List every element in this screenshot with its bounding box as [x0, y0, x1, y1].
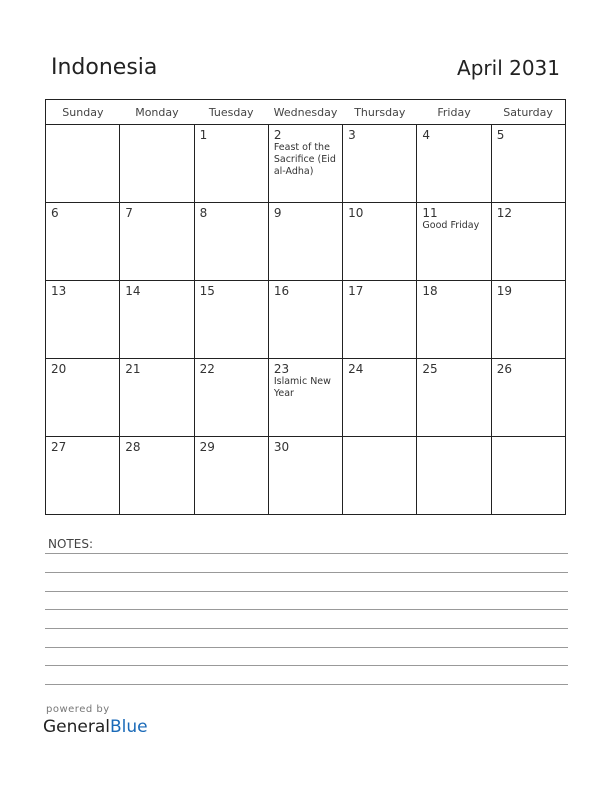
note-line: [45, 665, 568, 666]
note-line: [45, 609, 568, 610]
month-year-title: April 2031: [457, 56, 560, 80]
day-number: 9: [273, 206, 282, 220]
day-number: 21: [125, 362, 141, 376]
day-number: 26: [496, 362, 512, 376]
day-number: 15: [199, 284, 215, 298]
note-line: [45, 628, 568, 629]
day-cell: [46, 203, 120, 281]
weekday-saturday: Saturday: [491, 100, 565, 125]
day-cell: [268, 281, 342, 359]
day-cell: [194, 359, 268, 437]
day-number: 4: [422, 128, 431, 142]
day-number: 10: [348, 206, 364, 220]
week-row: [46, 359, 566, 437]
day-cell: [46, 125, 120, 203]
day-cell: [268, 437, 342, 515]
day-cell: [120, 281, 194, 359]
day-cell: [343, 203, 417, 281]
day-number: 2: [273, 128, 282, 142]
day-cell: [194, 281, 268, 359]
day-number: 27: [51, 440, 67, 454]
day-number: 12: [496, 206, 512, 220]
day-number: 1: [199, 128, 208, 142]
day-number: 19: [496, 284, 512, 298]
holiday-event: Feast of the Sacrifice (Eid al-Adha): [273, 142, 336, 177]
day-cell: [343, 281, 417, 359]
day-number: 24: [348, 362, 364, 376]
day-number: 28: [125, 440, 141, 454]
weekday-wednesday: Wednesday: [268, 100, 342, 125]
day-number: 14: [125, 284, 141, 298]
day-cell: [120, 437, 194, 515]
day-cell: [417, 437, 491, 515]
day-number: 11: [422, 206, 438, 220]
day-number: 5: [496, 128, 505, 142]
note-line: [45, 647, 568, 648]
note-line: [45, 553, 568, 554]
day-number: 3: [348, 128, 356, 142]
day-number: 6: [51, 206, 59, 220]
brand-blue: Blue: [110, 717, 148, 737]
day-cell: [417, 203, 491, 281]
day-cell: [417, 281, 491, 359]
day-cell: [343, 437, 417, 515]
holiday-event: Good Friday: [422, 220, 480, 231]
calendar-grid: [45, 99, 566, 515]
day-cell: [417, 125, 491, 203]
weekday-monday: Monday: [120, 100, 194, 125]
day-cell: [120, 359, 194, 437]
weekday-header-row: [46, 100, 566, 125]
note-line: [45, 591, 568, 592]
week-row: [46, 203, 566, 281]
day-number: 22: [199, 362, 215, 376]
day-cell: [343, 359, 417, 437]
day-cell: [491, 203, 565, 281]
day-cell: [268, 125, 342, 203]
day-number: 13: [51, 284, 67, 298]
day-number: 25: [422, 362, 438, 376]
day-number: 23: [273, 362, 290, 376]
note-line: [45, 572, 568, 573]
day-number: 8: [199, 206, 208, 220]
weekday-thursday: Thursday: [343, 100, 417, 125]
day-cell: [194, 437, 268, 515]
weekday-friday: Friday: [417, 100, 491, 125]
day-number: 29: [199, 440, 215, 454]
day-cell: [491, 281, 565, 359]
notes-label: NOTES:: [48, 537, 93, 551]
day-number: 20: [51, 362, 67, 376]
day-cell: [491, 437, 565, 515]
day-number: 30: [273, 440, 290, 454]
day-cell: [491, 359, 565, 437]
day-number: 7: [125, 206, 133, 220]
weekday-tuesday: Tuesday: [194, 100, 268, 125]
holiday-event: Islamic New Year: [273, 376, 331, 399]
week-row: [46, 125, 566, 203]
day-cell: [120, 125, 194, 203]
day-cell: [194, 125, 268, 203]
weekday-sunday: Sunday: [46, 100, 120, 125]
day-cell: [491, 125, 565, 203]
day-cell: [46, 281, 120, 359]
day-cell: [343, 125, 417, 203]
note-line: [45, 684, 568, 685]
day-cell: [46, 359, 120, 437]
day-number: 18: [422, 284, 438, 298]
week-row: [46, 281, 566, 359]
day-cell: [120, 203, 194, 281]
powered-by-text: powered by: [46, 704, 110, 715]
day-cell: [46, 437, 120, 515]
day-cell: [417, 359, 491, 437]
day-number: 16: [273, 284, 290, 298]
day-number: 17: [348, 284, 364, 298]
day-cell: [194, 203, 268, 281]
day-cell: [268, 359, 342, 437]
brand-general: General: [43, 717, 110, 737]
country-title: Indonesia: [51, 55, 158, 80]
generalblue-logo[interactable]: [43, 717, 148, 737]
day-cell: [268, 203, 342, 281]
week-row: [46, 437, 566, 515]
